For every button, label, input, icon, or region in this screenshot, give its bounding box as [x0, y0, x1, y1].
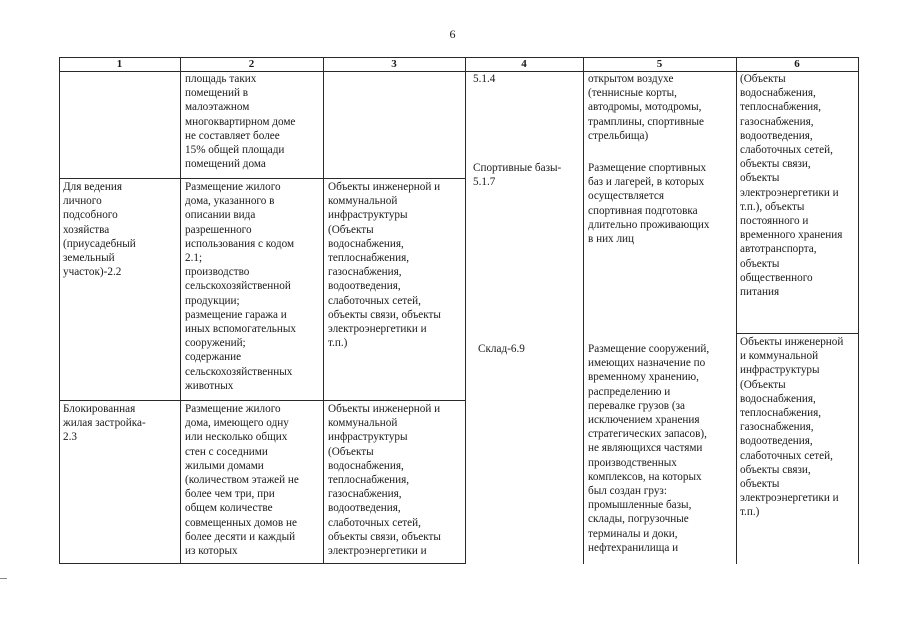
text-line: перевалке грузов (за: [588, 399, 685, 412]
text-line: и коммунальной: [740, 350, 819, 363]
text-line: земельный: [63, 252, 115, 265]
text-line: питания: [740, 286, 780, 299]
text-line: не являющихся частями: [588, 442, 703, 455]
text-line: площадь таких: [185, 73, 257, 85]
text-line: газоснабжения,: [328, 488, 402, 501]
cell-col5-sports-bases: [588, 161, 709, 246]
text-line: 5.1.4: [473, 73, 496, 85]
text-line: объекты связи, объекты: [328, 530, 441, 543]
row-divider-2: [59, 400, 465, 401]
row-divider-1: [59, 178, 465, 179]
text-line: теплоснабжения,: [740, 101, 822, 114]
text-line: Размещение жилого: [185, 181, 281, 193]
text-line: стратегических запасов),: [588, 428, 707, 441]
text-line: нефтехранилища и: [588, 541, 679, 554]
text-line: водоснабжения,: [328, 237, 404, 250]
cell-row0-permitted-use: [185, 72, 295, 171]
text-line: (Объекты: [328, 445, 374, 458]
text-line: т.п.): [740, 506, 760, 519]
text-line: малоэтажном: [185, 101, 250, 114]
margin-mark: [0, 578, 7, 579]
text-line: водоотведения,: [328, 280, 401, 293]
text-line: производство: [185, 266, 250, 279]
page-number: 6: [449, 27, 456, 41]
text-line: хозяйства: [63, 223, 110, 236]
cell-col5-warehouse: [588, 342, 709, 555]
text-line: распределению и: [588, 385, 671, 398]
cell-col5-outdoor-sports: [588, 72, 704, 143]
text-line: в них лиц: [588, 233, 635, 246]
text-line: объекты: [740, 257, 780, 270]
text-line: теплоснабжения,: [328, 252, 410, 265]
text-line: временному хранению,: [588, 371, 699, 384]
border-right: [858, 57, 859, 564]
cell-col4-sports-bases: [473, 161, 561, 189]
text-line: Для ведения: [63, 181, 122, 193]
text-line: трамплины, спортивные: [588, 115, 704, 128]
text-line: водоснабжения,: [740, 392, 816, 405]
text-line: был создан груз:: [588, 485, 667, 498]
header-col-5: 5: [656, 58, 663, 70]
text-line: (количеством этажей не: [185, 474, 299, 487]
header-col-6: 6: [794, 58, 800, 70]
text-line: сельскохозяйственной: [185, 280, 291, 293]
text-line: из которых: [185, 545, 238, 558]
text-line: объекты связи, объекты: [328, 308, 441, 321]
text-line: стен с соседними: [185, 445, 268, 458]
text-line: не составляет более: [185, 129, 280, 142]
text-line: жилая застройка-: [63, 417, 146, 430]
border-col4-col5: [583, 57, 584, 564]
text-line: слаботочных сетей,: [328, 516, 421, 529]
text-line: длительно проживающих: [588, 218, 710, 231]
text-line: объекты: [740, 172, 780, 185]
text-line: размещение гаража и: [185, 308, 287, 321]
text-line: промышленные базы,: [588, 499, 692, 512]
text-line: объекты: [740, 478, 780, 491]
text-line: осуществляется: [588, 190, 664, 203]
text-line: слаботочных сетей,: [328, 294, 421, 307]
text-line: инфраструктуры: [328, 431, 408, 444]
text-line: баз и лагерей, в которых: [588, 176, 705, 189]
cell-row1-auxiliary-use: [328, 180, 441, 350]
text-line: т.п.), объекты: [740, 200, 805, 213]
text-line: общественного: [740, 271, 813, 284]
border-left: [59, 57, 60, 564]
text-line: водоснабжения,: [740, 87, 816, 100]
text-line: водоотведения,: [740, 129, 813, 142]
text-line: Спортивные базы-: [473, 162, 562, 174]
text-line: электроэнергетики и: [740, 186, 839, 199]
border-col3-col4: [465, 57, 466, 564]
text-line: автотранспорта,: [740, 243, 817, 256]
text-line: (приусадебный: [63, 237, 136, 250]
text-line: электроэнергетики и: [740, 492, 839, 505]
text-line: дома, имеющего одну: [185, 417, 289, 430]
row-divider-col6: [736, 333, 858, 334]
text-line: комплексов, на которых: [588, 470, 702, 483]
header-col-1: 1: [116, 58, 123, 70]
cell-col4-warehouse: [478, 342, 525, 356]
text-line: продукции;: [185, 294, 240, 307]
text-line: Объекты инженерной и: [328, 403, 441, 415]
text-line: описании вида: [185, 209, 256, 222]
text-line: газоснабжения,: [328, 266, 402, 279]
text-line: электроэнергетики и: [328, 545, 427, 558]
text-line: 5.1.7: [473, 176, 496, 189]
text-line: инфраструктуры: [740, 364, 820, 377]
cell-row2-land-use-type: [63, 402, 146, 445]
text-line: Размещение спортивных: [588, 162, 707, 174]
text-line: жилыми домами: [185, 459, 264, 472]
text-line: более десяти и каждый: [185, 530, 296, 543]
cell-col6-engineering: [740, 335, 843, 520]
text-line: подсобного: [63, 209, 118, 222]
text-line: (Объекты: [740, 378, 786, 391]
text-line: автодромы, мотодромы,: [588, 101, 702, 114]
text-line: сельскохозяйственных: [185, 365, 293, 378]
text-line: терминалы и доки,: [588, 527, 678, 540]
text-line: инфраструктуры: [328, 209, 408, 222]
text-line: теплоснабжения,: [328, 474, 410, 487]
text-line: иных вспомогательных: [185, 323, 297, 336]
text-line: теплоснабжения,: [740, 407, 822, 420]
text-line: коммунальной: [328, 417, 398, 430]
border-col2-col3: [323, 57, 324, 564]
text-line: Размещение сооружений,: [588, 343, 710, 355]
text-line: (теннисные корты,: [588, 87, 677, 100]
cell-row1-permitted-use: [185, 180, 296, 393]
cell-col6-auxiliary-objects: [740, 72, 842, 299]
text-line: т.п.): [328, 337, 348, 350]
text-line: (Объекты: [328, 223, 374, 236]
text-line: исключением хранения: [588, 414, 700, 427]
text-line: Склад-6.9: [478, 343, 525, 355]
text-line: Объекты инженерной: [740, 336, 844, 348]
cell-row2-auxiliary-use: [328, 402, 441, 558]
text-line: водоснабжения,: [328, 459, 404, 472]
text-line: многоквартирном доме: [185, 115, 296, 128]
text-line: стрельбища): [588, 129, 649, 142]
cell-row1-land-use-type: [63, 180, 136, 279]
cell-col4-code-5-1-4: [473, 72, 495, 86]
text-line: газоснабжения,: [740, 421, 814, 434]
text-line: помещений в: [185, 87, 249, 100]
text-line: содержание: [185, 351, 242, 364]
left-table-bottom: [59, 563, 465, 564]
text-line: объекты связи,: [740, 158, 811, 171]
text-line: личного: [63, 195, 102, 208]
text-line: (Объекты: [740, 73, 786, 85]
text-line: более чем три, при: [185, 488, 275, 501]
border-col5-col6: [736, 57, 737, 564]
text-line: слаботочных сетей,: [740, 449, 833, 462]
text-line: или несколько общих: [185, 431, 288, 444]
text-line: 2.3: [63, 431, 77, 444]
text-line: Объекты инженерной и: [328, 181, 441, 193]
text-line: Размещение жилого: [185, 403, 281, 415]
text-line: постоянного и: [740, 215, 809, 228]
header-col-2: 2: [248, 58, 255, 70]
text-line: использования с кодом: [185, 237, 295, 250]
text-line: 15% общей площади: [185, 144, 285, 157]
text-line: разрешенного: [185, 223, 252, 236]
text-line: слаботочных сетей,: [740, 144, 833, 157]
text-line: водоотведения,: [740, 435, 813, 448]
text-line: открытом воздухе: [588, 73, 674, 85]
text-line: 2.1;: [185, 252, 203, 265]
text-line: спортивная подготовка: [588, 204, 698, 217]
header-col-3: 3: [391, 58, 397, 70]
header-bottom-border: [59, 71, 858, 72]
text-line: имеющих назначение по: [588, 357, 706, 370]
text-line: дома, указанного в: [185, 195, 275, 208]
text-line: газоснабжения,: [740, 115, 814, 128]
cell-row2-permitted-use: [185, 402, 299, 558]
text-line: помещений дома: [185, 158, 266, 171]
text-line: совмещенных домов не: [185, 516, 297, 529]
border-col1-col2: [180, 57, 181, 564]
text-line: коммунальной: [328, 195, 398, 208]
text-line: временного хранения: [740, 229, 843, 242]
text-line: сооружений;: [185, 337, 246, 350]
text-line: животных: [185, 379, 234, 392]
text-line: объекты связи,: [740, 463, 811, 476]
text-line: склады, погрузочные: [588, 513, 689, 526]
text-line: водоотведения,: [328, 502, 401, 515]
text-line: общем количестве: [185, 502, 273, 515]
header-col-4: 4: [521, 58, 527, 70]
text-line: производственных: [588, 456, 677, 469]
text-line: участок)-2.2: [63, 266, 122, 279]
text-line: электроэнергетики и: [328, 323, 427, 336]
text-line: Блокированная: [63, 403, 136, 415]
